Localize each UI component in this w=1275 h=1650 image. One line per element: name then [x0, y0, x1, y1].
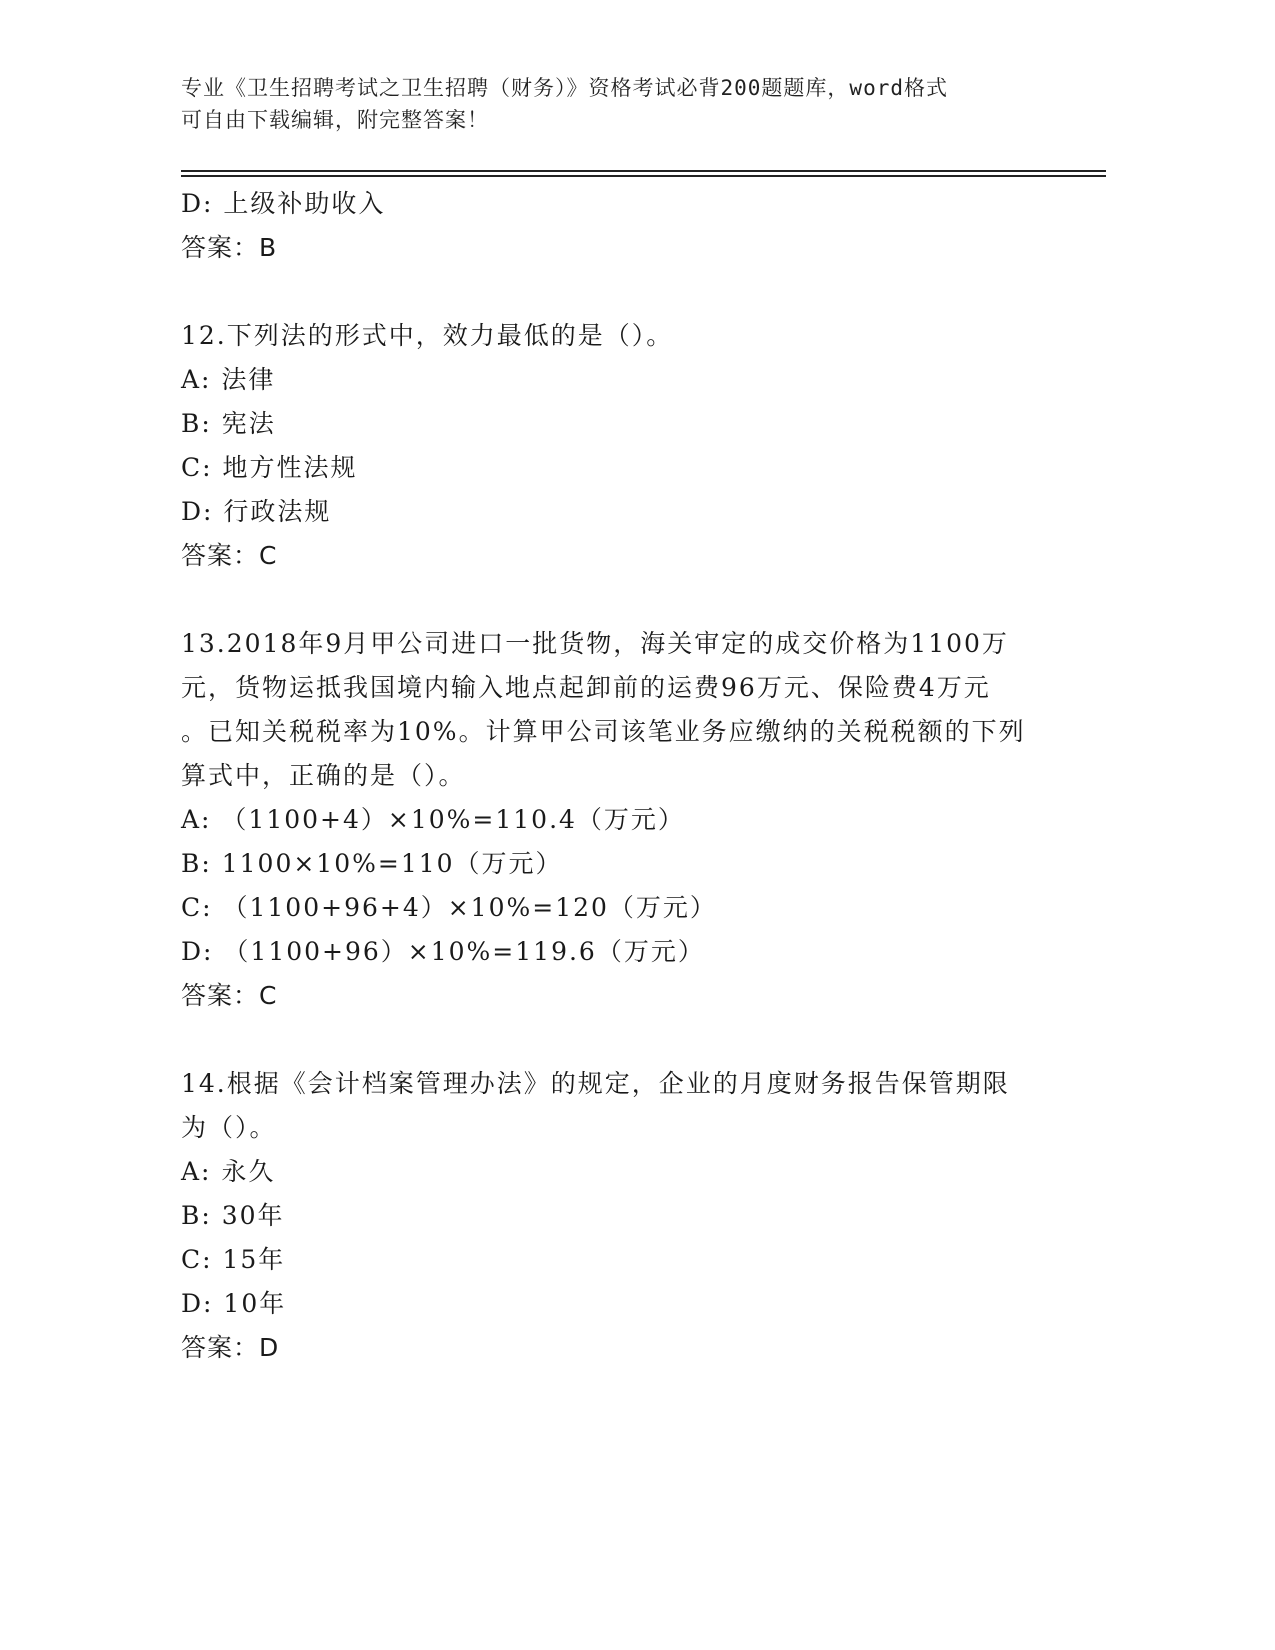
spacer — [181, 1018, 1081, 1062]
option-c: C: 地方性法规 — [181, 453, 358, 482]
option-d: D: 10年 — [181, 1289, 287, 1318]
option-d: D: 行政法规 — [181, 497, 332, 526]
option-a: A: 永久 — [181, 1157, 276, 1186]
option-b: B: 30年 — [181, 1201, 285, 1230]
question-stem: 算式中，正确的是（）。 — [181, 761, 466, 790]
previous-question-tail — [181, 182, 1081, 270]
question-stem: 为（）。 — [181, 1113, 277, 1142]
option-c: C: 15年 — [181, 1245, 286, 1274]
header-line-1: 专业《卫生招聘考试之卫生招聘（财务）》资格考试必背200题题库，word格式 — [181, 76, 948, 100]
option-a: A: （1100+4）×10%=110.4（万元） — [181, 805, 685, 834]
option-c: C: （1100+96+4）×10%=120（万元） — [181, 893, 717, 922]
option-d: D: 上级补助收入 — [181, 189, 386, 218]
question-12 — [181, 314, 1081, 578]
document-header — [181, 72, 1041, 136]
option-b: B: 宪法 — [181, 409, 276, 438]
question-stem: 元，货物运抵我国境内输入地点起卸前的运费96万元、保险费4万元 — [181, 673, 991, 702]
document-body — [181, 182, 1081, 1370]
option-b: B: 1100×10%=110（万元） — [181, 849, 563, 878]
option-d: D: （1100+96）×10%=119.6（万元） — [181, 937, 705, 966]
question-14 — [181, 1062, 1081, 1370]
question-stem: 12.下列法的形式中，效力最低的是（）。 — [181, 321, 674, 350]
question-stem: 14.根据《会计档案管理办法》的规定，企业的月度财务报告保管期限 — [181, 1069, 1010, 1098]
header-rule-top — [181, 170, 1106, 172]
option-a: A: 法律 — [181, 365, 276, 394]
answer-line: 答案：B — [181, 233, 278, 262]
answer-line: 答案：C — [181, 981, 278, 1010]
answer-line: 答案：C — [181, 541, 278, 570]
header-line-2: 可自由下载编辑，附完整答案！ — [181, 108, 489, 132]
spacer — [181, 578, 1081, 622]
spacer — [181, 270, 1081, 314]
question-stem: 13.2018年9月甲公司进口一批货物，海关审定的成交价格为1100万 — [181, 629, 1009, 658]
question-13 — [181, 622, 1081, 1018]
header-rule-bottom — [181, 175, 1106, 177]
answer-line: 答案：D — [181, 1333, 280, 1362]
question-stem: 。已知关税税率为10%。计算甲公司该笔业务应缴纳的关税税额的下列 — [181, 717, 1026, 746]
